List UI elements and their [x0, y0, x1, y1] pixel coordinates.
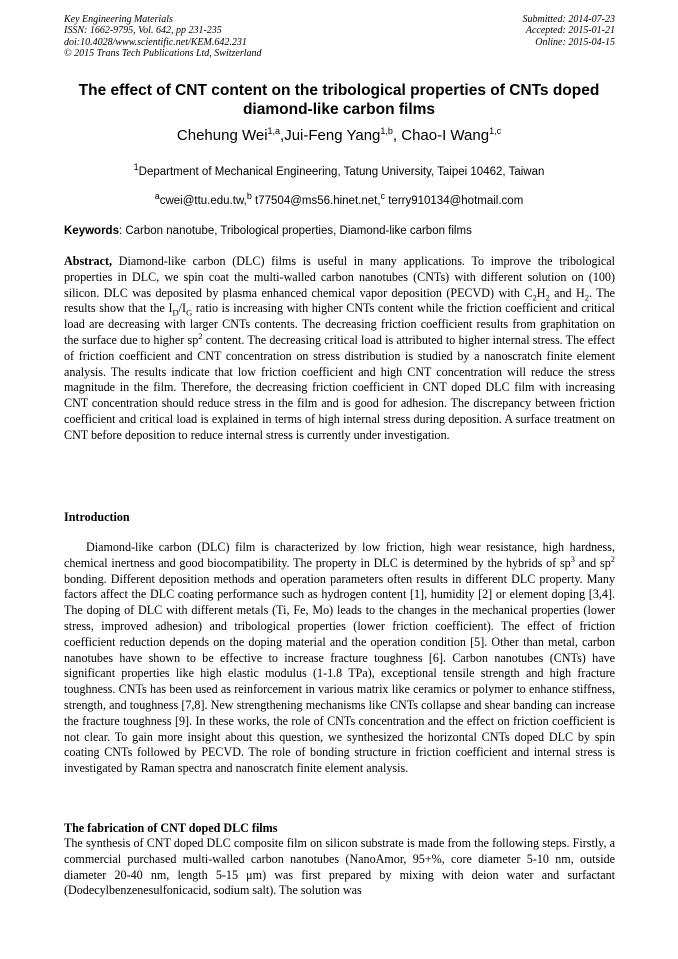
- author-name: Chehung Wei: [176, 127, 268, 144]
- dates-header: [523, 14, 616, 48]
- subscript: 2: [532, 292, 537, 302]
- fabrication-paragraph: The synthesis of CNT doped DLC composite film on silicon substrate is made from the following steps. Firstly, a commercial purchased multi-walled carbon nanotubes (NanoAmor, 95+%, core diameter 5-10 nm, outside diameter 20-40 nm, length 5-15 μm) was first prepared by mixing with deion water and surfactant (Dodecylbenzenesulfonicacid, sodium salt). The solution was: [64, 836, 615, 898]
- introduction-text: Diamond-like carbon (DLC) film is characterized by low friction, high wear resistance, high hardness, chemical inertness and good biocompatibility. The property in DLC is determined by the hybrids of sp: [64, 540, 615, 570]
- section-heading-fabrication: The fabrication of CNT doped DLC films: [64, 821, 278, 835]
- subscript: 2: [545, 292, 550, 302]
- author-emails: [0, 191, 678, 207]
- introduction-paragraph: [64, 540, 615, 777]
- abstract-text: /I: [178, 301, 187, 316]
- paper-title: The effect of CNT content on the tribological properties of CNTs doped diamond-like carbon films: [78, 82, 600, 118]
- abstract-text: and H: [549, 285, 585, 300]
- author-superscript: 1,b: [380, 126, 393, 136]
- abstract-text: Diamond-like carbon (DLC) films is useful in many applications. To improve the tribological properties in DLC, we spin coat the multi-walled carbon nanotubes (CNTs) with different solution on (100) silicon. DLC was deposited by plasma enhanced chemical vapor deposition (PECVD) with C: [64, 254, 615, 300]
- subscript: D: [172, 307, 179, 318]
- abstract-text: H: [536, 285, 546, 300]
- author-name: , Chao-I Wang: [392, 127, 490, 144]
- issn-line: ISSN: 1662-9795, Vol. 642, pp 231-235: [64, 25, 222, 37]
- submitted-date: Submitted: 2014-07-23: [522, 14, 615, 25]
- section-heading-introduction: Introduction: [64, 510, 130, 524]
- online-date: Online: 2015-04-15: [535, 36, 615, 48]
- journal-name: Key Engineering Materials: [64, 14, 173, 25]
- copyright-line: © 2015 Trans Tech Publications Ltd, Switzerland: [64, 48, 262, 60]
- superscript: 3: [570, 553, 575, 564]
- keywords-label: Keywords: [64, 225, 119, 237]
- superscript: 2: [610, 553, 616, 564]
- author-superscript: 1,a: [267, 126, 281, 136]
- superscript: 2: [198, 330, 203, 341]
- accepted-date: Accepted: 2015-01-21: [525, 25, 615, 37]
- abstract-text: ratio is increasing with higher CNTs content while the friction coefficient and critical load are decreasing with larger CNTs contents. The decreasing friction coefficient results from graphitation on the surface due to higher sp: [64, 301, 615, 347]
- email-link: terry910134@hotmail.com: [385, 195, 524, 207]
- affiliation-text: Department of Mechanical Engineering, Tatung University, Taipei 10462, Taiwan: [138, 166, 545, 178]
- email-superscript: b: [246, 191, 252, 202]
- author-name: ,Jui-Feng Yang: [280, 127, 381, 144]
- keywords-text: : Carbon nanotube, Tribological properties, Diamond-like carbon films: [118, 225, 472, 237]
- abstract-text: content. The decreasing critical load is attributed to higher internal stress. The effect of friction coefficient and CNT concentration on stress distribution is studied by a nanoscratch finite element analysis. The results indicate that low friction coefficient and high CNT concentration will reduce the stress magnitude in the film. Therefore, the decreasing friction coefficient in CNT doped DLC film with increasing CNT concentration should reduce stress in the film and is good for adhesion. The discrepancy between friction coefficient and critical load is explained in terms of high internal stress during deposition. A surface treatment on CNT before deposition to reduce internal stress is currently under investigation.: [64, 332, 615, 442]
- author-list: [0, 127, 678, 144]
- affiliation: [0, 162, 678, 178]
- author-superscript: 1,c: [489, 126, 502, 136]
- abstract-label: Abstract,: [64, 254, 113, 268]
- affiliation-superscript: 1: [133, 162, 139, 173]
- email-superscript: a: [154, 191, 160, 202]
- doi-line: doi:10.4028/www.scientific.net/KEM.642.231: [64, 36, 247, 48]
- introduction-text: and sp: [574, 555, 611, 570]
- email-superscript: c: [380, 191, 386, 202]
- journal-header: [64, 14, 262, 60]
- abstract-paragraph: [64, 254, 615, 444]
- email-link: cwei@ttu.edu.tw,: [159, 195, 247, 207]
- subscript: G: [186, 307, 193, 318]
- abstract-text: . The results show that the I: [64, 285, 615, 316]
- keywords: [64, 225, 614, 237]
- introduction-text: bonding. Different deposition methods and operation parameters often results in different DLC property. Many factors affect the DLC coating performance such as hydrogen content [1], humidity [2] or element doping [3,4]. The doping of DLC with different metals (Ti, Fe, Mo) leads to the changes in the mechanical properties (lower stress, improved adhesion) and tribological properties (lower friction coefficient). The effect of friction coefficient reduction depends on the doping material and the operation condition [5]. Other than metal, carbon nanotubes have shown to be effective to increase fracture toughness [6]. Carbon nanotubes (CNTs) have significant properties like high elastic modulus (1-1.8 TPa), exceptional tensile strength and high fracture toughness. CNTs has been used as reinforcement in various matrix like ceramics or polymer to enhance stiffness, strength, and toughness [7,8]. New strengthening mechanisms like CNTs collapse and shear banding can increase the fracture toughness [9]. In these works, the role of CNTs concentration and the effect on friction coefficient is not clear. To gain more insight about this question, we synthesized the horizontal CNTs doped DLC by spin coating CNTs followed by PECVD. The role of bonding structure in friction coefficient and internal stress is investigated by Raman spectra and nanoscratch finite element analysis.: [64, 571, 615, 776]
- subscript: 2: [584, 292, 589, 302]
- email-link: t77504@ms56.hinet.net,: [251, 195, 381, 207]
